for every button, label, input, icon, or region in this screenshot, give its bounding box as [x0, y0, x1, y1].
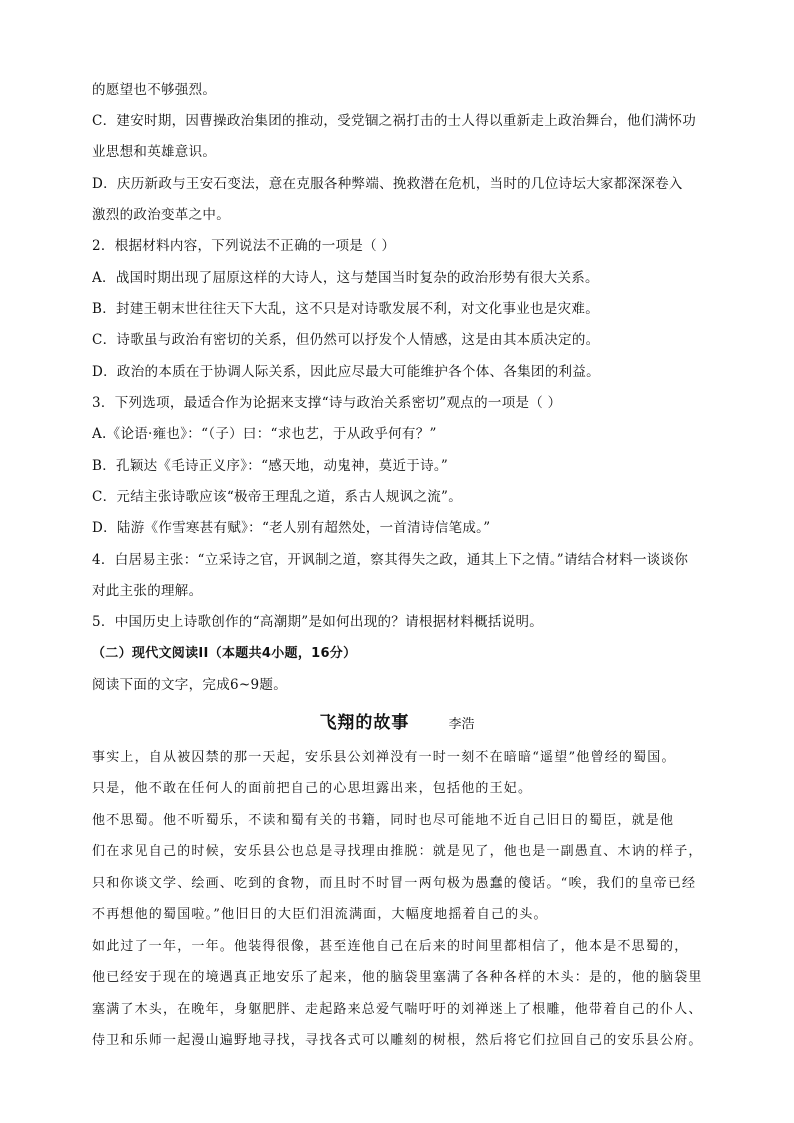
story-line: 侍卫和乐师一起漫山遍野地寻找，寻找各式可以雕刻的树根，然后将它们拉回自己的安乐县公府。: [92, 1033, 703, 1048]
option-c-line: C．建安时期，因曹操政治集团的推动，受党锢之祸打击的士人得以重新走上政治舞台，他们满怀功: [92, 113, 697, 129]
question-2: 2．根据材料内容，下列说法不正确的一项是（ ）: [92, 238, 396, 254]
question-4: 4．白居易主张：“立采诗之官，开讽制之道，察其得失之政，通其上下之情。”请结合材料一谈谈你: [92, 552, 689, 568]
story-line: 不再想他的蜀国啦。”他旧日的大臣们泪流满面，大幅度地摇着自己的头。: [92, 907, 548, 922]
question-5: 5．中国历史上诗歌创作的“高潮期”是如何出现的？请根据材料概括说明。: [92, 614, 544, 630]
q2-option-a: A．战国时期出现了屈原这样的大诗人，这与楚国当时复杂的政治形势有很大关系。: [92, 270, 599, 286]
story-line: 如此过了一年，一年。他装得很像，甚至连他自己在后来的时间里都相信了，他本是不思蜀的，: [92, 939, 689, 954]
section-heading: （二）现代文阅读II（本题共4小题，16分）: [92, 646, 357, 661]
q3-option-a: A.《论语·雍也》：“（子）曰：“求也艺，于从政乎何有？”: [92, 426, 437, 442]
q2-option-b: B．封建王朝末世往往天下大乱，这不只是对诗歌发展不利，对文化事业也是灾难。: [92, 301, 600, 317]
story-line: 他不思蜀。他不听蜀乐，不读和蜀有关的书籍，同时也尽可能地不近自己旧日的蜀臣，就是他: [92, 813, 675, 828]
question-3: 3．下列选项，最适合作为论据来支撑“诗与政治关系密切”观点的一项是（ ）: [92, 395, 562, 411]
q3-option-d: D．陆游《作雪寒甚有赋》：“老人别有超然处，一首清诗信笔成。”: [92, 520, 491, 536]
text-line: 业思想和英雄意识。: [92, 144, 217, 160]
q3-option-b: B．孔颖达《毛诗正义序》：“感天地，动鬼神，莫近于诗。”: [92, 458, 449, 474]
reading-instruction: 阅读下面的文字，完成6~9题。: [92, 677, 287, 693]
option-d-line: D．庆历新政与王安石变法，意在克服各种弊端、挽救潜在危机，当时的几位诗坛大家都深深卷入: [92, 176, 683, 192]
q2-option-c: C．诗歌虽与政治有密切的关系，但仍然可以抒发个人情感，这是由其本质决定的。: [92, 332, 600, 348]
story-line: 只和你谈文学、绘画、吃到的食物，而且时不时冒一两句极为愚蠢的傻话。“唉，我们的皇帝已经: [92, 876, 697, 891]
story-line: 他已经安于现在的境遇真正地安乐了起来，他的脑袋里塞满了各种各样的木头：是的，他的脑袋里: [92, 970, 703, 985]
q2-option-d: D．政治的本质在于协调人际关系，因此应尽最大可能维护各个体、各集团的利益。: [92, 364, 600, 380]
story-author: 李浩: [448, 717, 475, 732]
story-line: 事实上，自从被囚禁的那一天起，安乐县公刘禅没有一时一刻不在暗暗“遥望”他曾经的蜀国。: [92, 750, 676, 765]
story-title-row: [0, 708, 794, 733]
story-line: 只是，他不敢在任何人的面前把自己的心思坦露出来，包括他的王妃。: [92, 781, 533, 796]
text-line: 激烈的政治变革之中。: [92, 207, 230, 223]
q3-option-c: C．元结主张诗歌应该“极帝王理乱之道，系古人规讽之流”。: [92, 489, 463, 505]
story-line: 塞满了木头，在晚年，身躯肥胖、走起路来总爱气喘吁吁的刘禅迷上了根雕，他带着自己的仆人、: [92, 1002, 703, 1017]
text-line: 对此主张的理解。: [92, 583, 203, 599]
text-line: 的愿望也不够强烈。: [92, 82, 217, 98]
story-line: 们在求见自己的时候，安乐县公也总是寻找理由推脱：就是见了，他也是一副愚直、木讷的样子，: [92, 844, 703, 859]
story-title: 飞翔的故事: [319, 713, 410, 733]
